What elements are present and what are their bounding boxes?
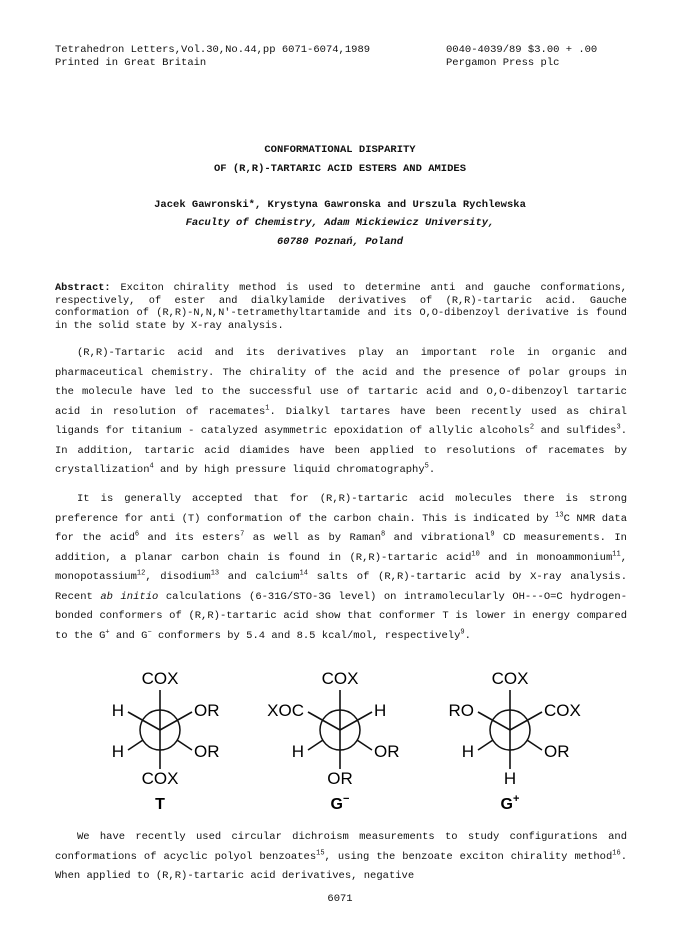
g-minus-sup: − (147, 628, 152, 636)
issn-price: 0040-4039/89 $3.00 + .00 (446, 44, 598, 56)
g-plus-sup: + (105, 628, 110, 636)
T-lower-left: H (111, 742, 124, 761)
ref-3: 3 (616, 423, 621, 432)
para1-text-f: . (428, 464, 436, 476)
Gm-caption: G− (330, 793, 350, 813)
paragraph-3 (55, 828, 627, 887)
ref-2: 2 (529, 423, 535, 432)
ref-12: 12 (136, 569, 146, 578)
para2-text-n: conformers by 5.4 and 8.5 kcal/mol, respectively (151, 629, 461, 642)
newman-T (112, 669, 220, 813)
para2-text-k: salts of (R,R)-tartaric acid by X-ray analysis. Recent (55, 571, 627, 603)
para3-text-a: We have recently used circular dichroism measurements to study configurations and conformations of acyclic polyol benzoates (55, 831, 627, 863)
page-number: 6071 (327, 893, 353, 905)
Gm-lower-left: H (291, 742, 304, 761)
para2-text-b: C NMR data for the acid (55, 512, 628, 544)
ref-5: 5 (424, 462, 429, 471)
Gm-top-label: COX (321, 669, 359, 688)
ref-15: 15 (316, 849, 325, 857)
T-bottom-label: COX (141, 769, 179, 788)
Gm-upper-right: H (374, 701, 387, 720)
authors: Jacek Gawronski*, Krystyna Gawronska and Urszula Rychlewska (154, 199, 526, 211)
Gm-lower-right: OR (374, 742, 400, 761)
abstract (55, 282, 627, 332)
ref-9b: 9 (460, 628, 465, 636)
para1-text-e: and by high pressure liquid chromatography (153, 464, 425, 476)
ref-16: 16 (612, 849, 621, 857)
ref-1: 1 (265, 404, 270, 412)
ref-10: 10 (471, 550, 480, 558)
para1-text-d: . In addition, tartaric acid diamides have been applied to resolutions of racemates by crystallization (55, 425, 627, 476)
ref-4: 4 (149, 462, 154, 471)
ref-8: 8 (381, 530, 386, 539)
para3-text-b: , using the benzoate exciton chirality method (324, 850, 613, 863)
para1-text-b: . Dialkyl tartares have been recently used as chiral ligands for titanium - catalyzed asymmetric epoxidation of allylic alcohols (55, 405, 627, 437)
Gp-caption: G+ (500, 793, 520, 813)
para2-text-h: , monopotassium (55, 551, 627, 583)
para1-text-a: (R,R)-Tartaric acid and its derivatives play an important role in organic and pharmaceutical chemistry. The chirality of the acid and the presence of polar groups in the molecule have led to the successful use of tartaric acid and O,O-dibenzoyl tartaric acid in resolution of racemates (55, 347, 627, 418)
Gp-lower-left: H (461, 742, 474, 761)
Gm-bottom-label: OR (327, 769, 353, 788)
para2-text-j: and calcium (219, 571, 300, 583)
newman-G-plus (449, 669, 581, 813)
para2-text-m: and G (109, 629, 148, 642)
T-upper-right: OR (194, 701, 220, 720)
ref-9: 9 (490, 530, 495, 539)
T-top-label: COX (141, 669, 179, 688)
abstract-label: Abstract: (55, 282, 111, 294)
newman-projections-figure (100, 664, 600, 814)
ref-6: 6 (134, 530, 140, 539)
T-caption: T (155, 796, 165, 813)
affiliation-line-2: 60780 Poznań, Poland (276, 236, 404, 248)
para2-text-a: It is generally accepted that for (R,R)-tartaric acid molecules there is strong preference for anti (T) conformation of the carbon chain. This is indicated by (55, 493, 627, 525)
printed-line: Printed in Great Britain (55, 57, 207, 69)
para2-text-c: and its esters (139, 532, 241, 544)
para2-text-e: and vibrational (385, 532, 491, 544)
abstract-text: Exciton chirality method is used to determine anti and gauche conformations, respectively, of ester and dialkylamide derivatives of (R,R)-tartaric acid. Gauche conformation of (R,R)-N,N,N'-tetramethyltartamide and its O,O-dibenzoyl derivative is found in the solid state by X-ray analysis. (55, 282, 627, 332)
ab-initio: ab initio (100, 590, 159, 603)
journal-line: Tetrahedron Letters,Vol.30,No.44,pp 6071-6074,1989 (55, 44, 371, 56)
newman-G-minus (267, 669, 399, 813)
para2-text-f: CD measurements. In addition, a planar carbon chain is found in (R,R)-tartaric acid (55, 532, 627, 564)
ref-11: 11 (612, 550, 621, 558)
para1-text-c: and sulfides (534, 425, 617, 437)
Gp-lower-right: OR (544, 742, 570, 761)
para3-text-c: . When applied to (R,R)-tartaric acid derivatives, negative (55, 850, 628, 882)
Gp-bottom-label: H (503, 769, 517, 788)
journal-citation (55, 44, 370, 70)
title-line-1: CONFORMATIONAL DISPARITY (264, 144, 416, 156)
affiliation-line-1: Faculty of Chemistry, Adam Mickiewicz University, (185, 217, 495, 229)
para2-text-g: and in monoammonium (479, 551, 613, 564)
ref-13: 13 (210, 569, 220, 578)
ref-7: 7 (240, 530, 245, 539)
isotope-13: 13 (555, 511, 564, 519)
Gp-top-label: COX (491, 669, 529, 688)
para2-text-o: . (464, 629, 471, 642)
publisher: Pergamon Press plc (446, 57, 560, 69)
para2-text-d: as well as by Raman (244, 532, 382, 544)
Gp-upper-left: RO (448, 701, 474, 720)
para2-text-i: , disodium (145, 571, 211, 583)
paragraph-2 (55, 490, 627, 646)
T-lower-right: OR (194, 742, 220, 761)
ref-14: 14 (299, 569, 308, 578)
paragraph-1 (55, 344, 627, 481)
Gp-upper-right: COX (544, 701, 581, 720)
title-line-2: OF (R,R)-TARTARIC ACID ESTERS AND AMIDES (213, 163, 467, 175)
Gm-upper-left: XOC (267, 701, 304, 720)
issn-block (446, 44, 597, 70)
T-upper-left: H (111, 701, 124, 720)
para2-text-l: calculations (6-31G/STO-3G level) on intramolecularly OH---O=C hydrogen-bonded conformers of (R,R)-tartaric acid show that conformer T is lower in energy compared to the G (55, 590, 627, 642)
